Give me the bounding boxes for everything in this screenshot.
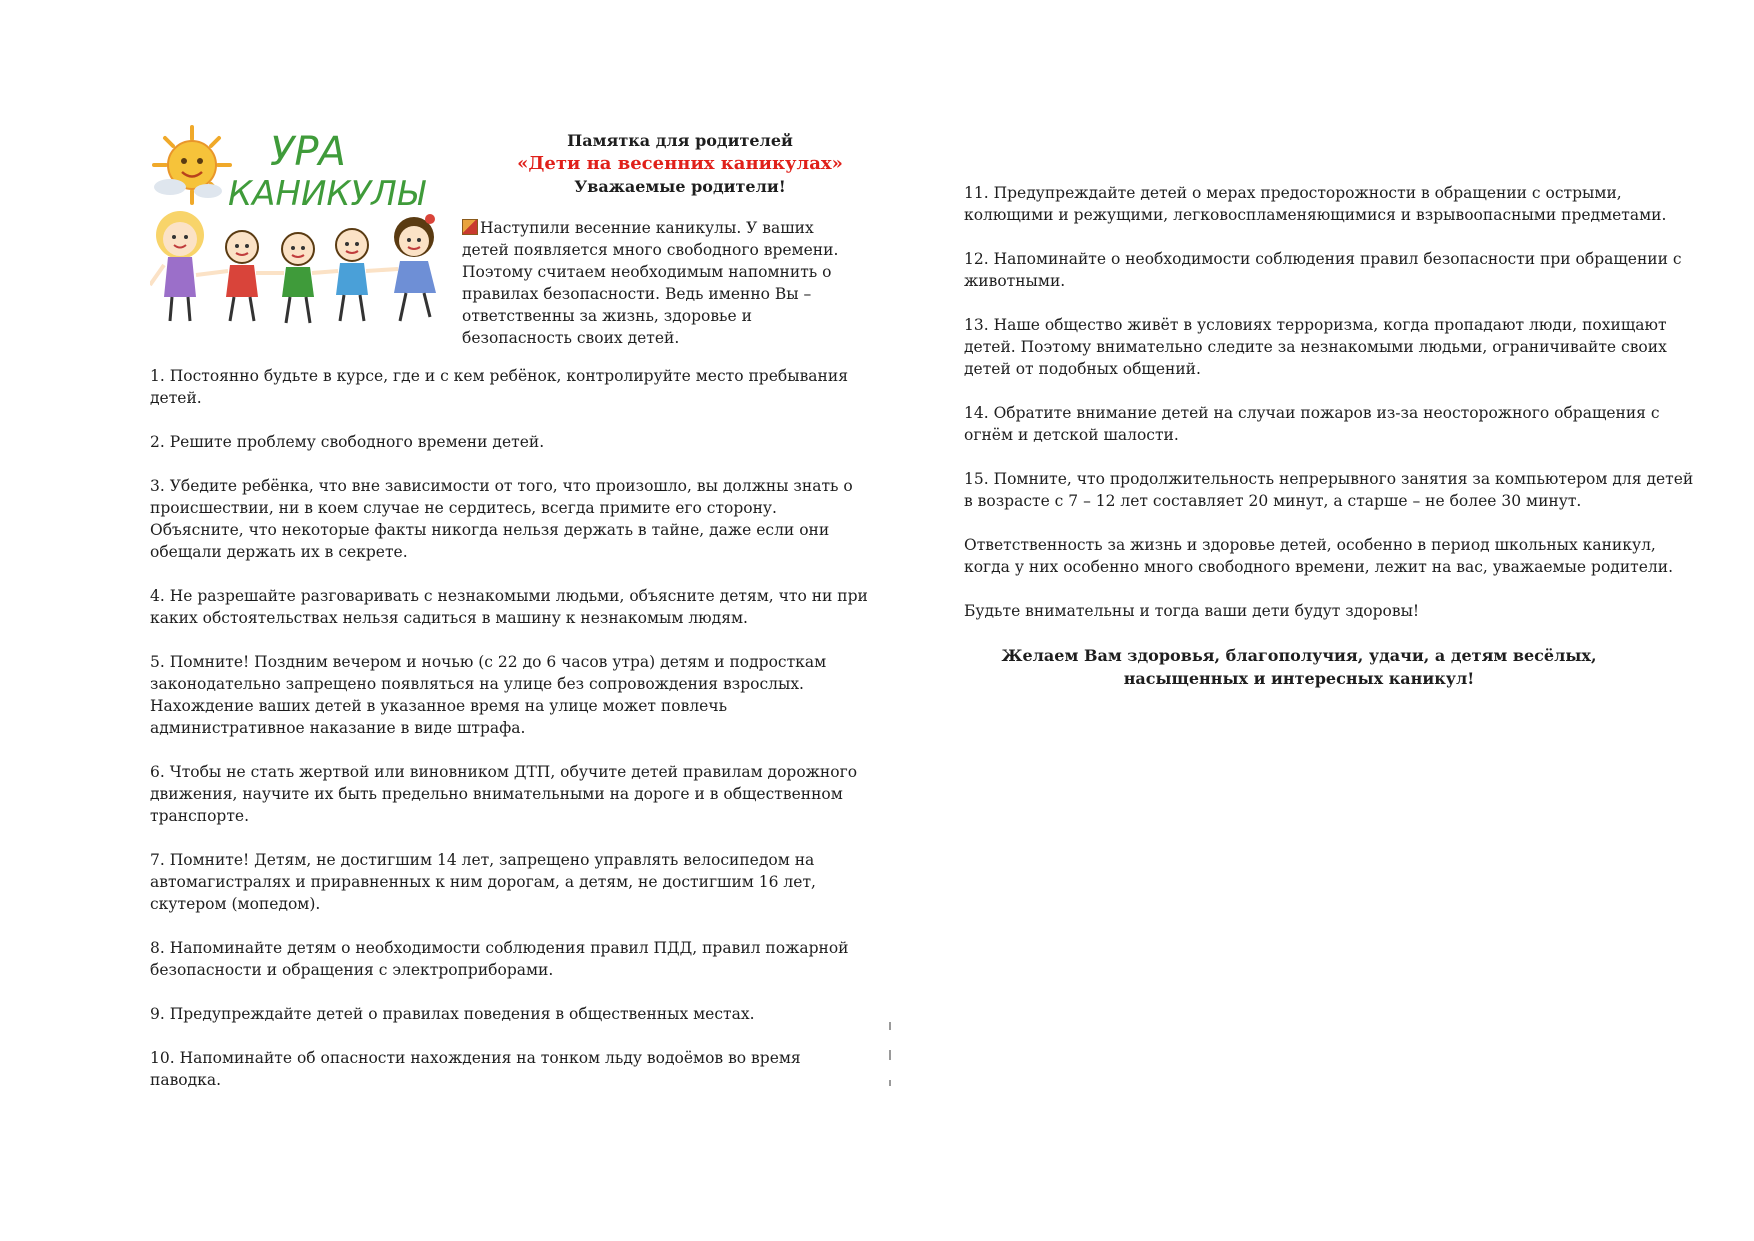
closing-wishes	[964, 644, 1694, 690]
header-titles	[510, 129, 850, 198]
responsibility-paragraph: Ответственность за жизнь и здоровье детей, особенно в период школьных каникул, когда у них особенно много свободного времени, лежит на вас, уважаемые родители.	[964, 536, 1673, 576]
logo-title-holidays: КАНИКУЛЫ	[228, 174, 425, 214]
advice-item-7: 7. Помните! Детям, не достигшим 14 лет, запрещено управлять велосипедом на автомагистралях и приравненных к ним дорогам, а детям, не достигшим 16 лет, скутером (мопедом).	[150, 851, 816, 913]
advice-item-8: 8. Напоминайте детям о необходимости соблюдения правил ПДД, правил пожарной безопасности и обращения с электроприборами.	[150, 939, 849, 979]
advice-item-12: 12. Напоминайте о необходимости соблюдения правил безопасности при обращении с животными.	[964, 250, 1682, 290]
intro-paragraph	[462, 217, 862, 349]
scan-artifact-marks	[888, 1022, 892, 1092]
advice-item-14: 14. Обратите внимание детей на случаи пожаров из-за неосторожного обращения с огнём и детской шалости.	[964, 404, 1660, 444]
child-5	[366, 214, 436, 321]
closing-line-1: Желаем Вам здоровья, благополучия, удачи, а детям весёлых,	[1001, 646, 1597, 665]
small-picture-icon	[462, 219, 478, 235]
child-3	[256, 233, 314, 323]
header-block	[150, 125, 870, 365]
advice-item-2: 2. Решите проблему свободного времени детей.	[150, 433, 545, 451]
intro-text: Наступили весенние каникулы. У ваших детей появляется много свободного времени. Поэтому считаем необходимым напомнить о правилах безопасности. Ведь именно Вы – ответственны за жизнь, здоровье и безопасность своих детей.	[462, 219, 839, 347]
logo-title-hooray: УРА	[270, 129, 346, 175]
advice-item-4: 4. Не разрешайте разговаривать с незнакомыми людьми, объясните детям, что ни при каких обстоятельствах нельзя садиться в машину к незнакомым людям.	[150, 587, 868, 627]
header-title-memo: Памятка для родителей	[567, 131, 793, 150]
header-greeting: Уважаемые родители!	[574, 177, 786, 196]
sun-icon	[154, 127, 230, 203]
advice-item-13: 13. Наше общество живёт в условиях терроризма, когда пропадают люди, похищают детей. Поэтому внимательно следите за незнакомыми людьми, ограничивайте своих детей от подобных общений.	[964, 316, 1667, 378]
child-4	[312, 229, 368, 321]
advice-item-11: 11. Предупреждайте детей о мерах предосторожности в обращении с острыми, колющими и режущими, легковоспламеняющимися и взрывоопасными предметами.	[964, 184, 1667, 224]
closing-line-2: насыщенных и интересных каникул!	[1123, 669, 1475, 688]
advice-item-15: 15. Помните, что продолжительность непрерывного занятия за компьютером для детей в возрасте с 7 – 12 лет составляет 20 минут, а старше – не более 30 минут.	[964, 470, 1694, 510]
advice-item-6: 6. Чтобы не стать жертвой или виновником ДТП, обучите детей правилам дорожного движения, научите их быть предельно внимательными на дороге и в общественном транспорте.	[150, 763, 858, 825]
advice-item-1: 1. Постоянно будьте в курсе, где и с кем ребёнок, контролируйте место пребывания детей.	[150, 367, 848, 407]
child-2	[196, 231, 258, 321]
child-1	[150, 211, 204, 321]
advice-item-5: 5. Помните! Поздним вечером и ночью (с 22 до 6 часов утра) детям и подросткам законодательно запрещено появляться на улице без сопровождения взрослых. Нахождение ваших детей в указанное время на улице может повлечь административное наказание в виде штрафа.	[150, 653, 827, 737]
advice-item-9: 9. Предупреждайте детей о правилах поведения в общественных местах.	[150, 1005, 755, 1023]
left-column	[150, 125, 870, 1113]
advice-item-10: 10. Напоминайте об опасности нахождения на тонком льду водоёмов во время паводка.	[150, 1049, 801, 1089]
header-title-topic: «Дети на весенних каникулах»	[517, 153, 843, 174]
children-illustration	[150, 211, 436, 323]
hooray-holidays-logo-illustration	[150, 125, 460, 340]
be-attentive-paragraph: Будьте внимательны и тогда ваши дети будут здоровы!	[964, 602, 1420, 620]
right-column	[964, 182, 1694, 690]
advice-item-3: 3. Убедите ребёнка, что вне зависимости от того, что произошло, вы должны знать о происшествии, ни в коем случае не сердитесь, всегда примите его сторону. Объясните, что некоторые факты никогда нельзя держать в тайне, даже если они обещали держать их в секрете.	[150, 477, 853, 561]
